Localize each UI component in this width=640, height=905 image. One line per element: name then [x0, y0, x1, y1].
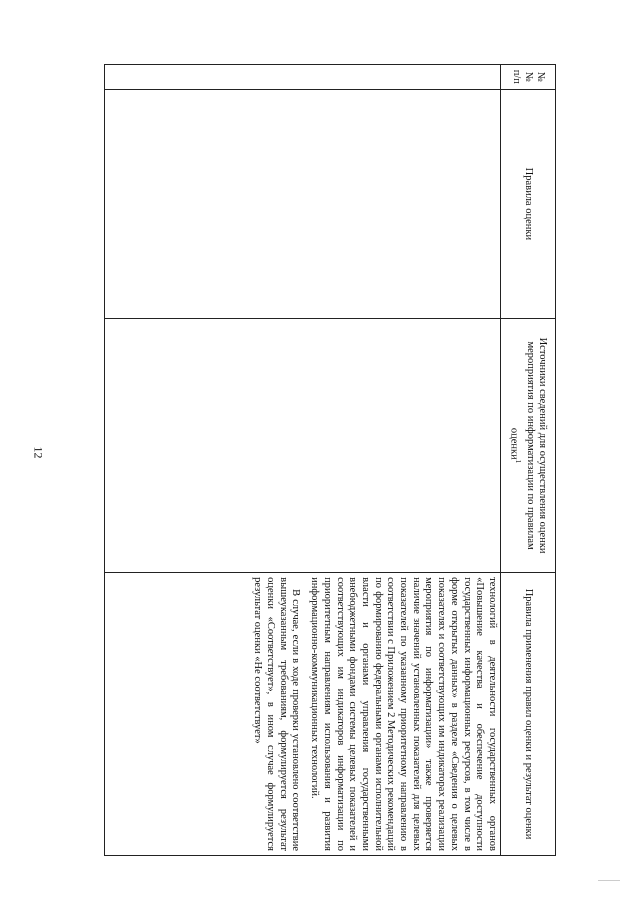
header-rules: Правила оценки	[501, 89, 556, 318]
rotated-page	[104, 64, 556, 856]
application-paragraph-1: технологий в деятельности государственных органов «Повышение качества и обеспечение доступности государственных информационных ресурсов, в том числе в форме открытых данных» в разделе «Сведения о целевых показателях и соответствующих им индикаторах реализации мероприятия по информатизации» также проверяется наличие значений установленных показателей для целевых показателей по указанному приоритетному направлению в соответствии с Приложением 2 Методических рекомендаций по формированию федеральными органами исполнительной власти и органами управления государственными внебюджетными фондами системы целевых показателей и соответствующих им индикаторов информатизации по приоритетным направлениям использования и развития информационно-коммуникационных технологий.	[309, 577, 498, 851]
header-sources-text: Источники сведений для осуществления оценки мероприятия по информатизации по правилам оценки	[508, 337, 549, 554]
cell-num	[105, 65, 501, 90]
table-header-row	[501, 65, 556, 856]
footnote-marker: 1	[514, 459, 523, 464]
header-application: Правила применения правил оценки и результат оценки	[501, 573, 556, 856]
cell-rules	[105, 89, 501, 318]
table-row	[105, 65, 501, 856]
cell-application	[105, 573, 501, 856]
header-num: №№ п/п	[501, 65, 556, 90]
page-number: 12	[31, 446, 46, 459]
evaluation-table	[104, 64, 556, 856]
cell-sources	[105, 319, 501, 573]
scan-edge-mark	[598, 880, 620, 881]
application-paragraph-2: В случае, если в ходе проверки установлено соответствие вышеуказанным требованиям, формулируется результат оценки «Соответствует», в ином случае формулируется результат оценки «Не соответствует»	[252, 577, 302, 851]
header-sources	[501, 319, 556, 573]
